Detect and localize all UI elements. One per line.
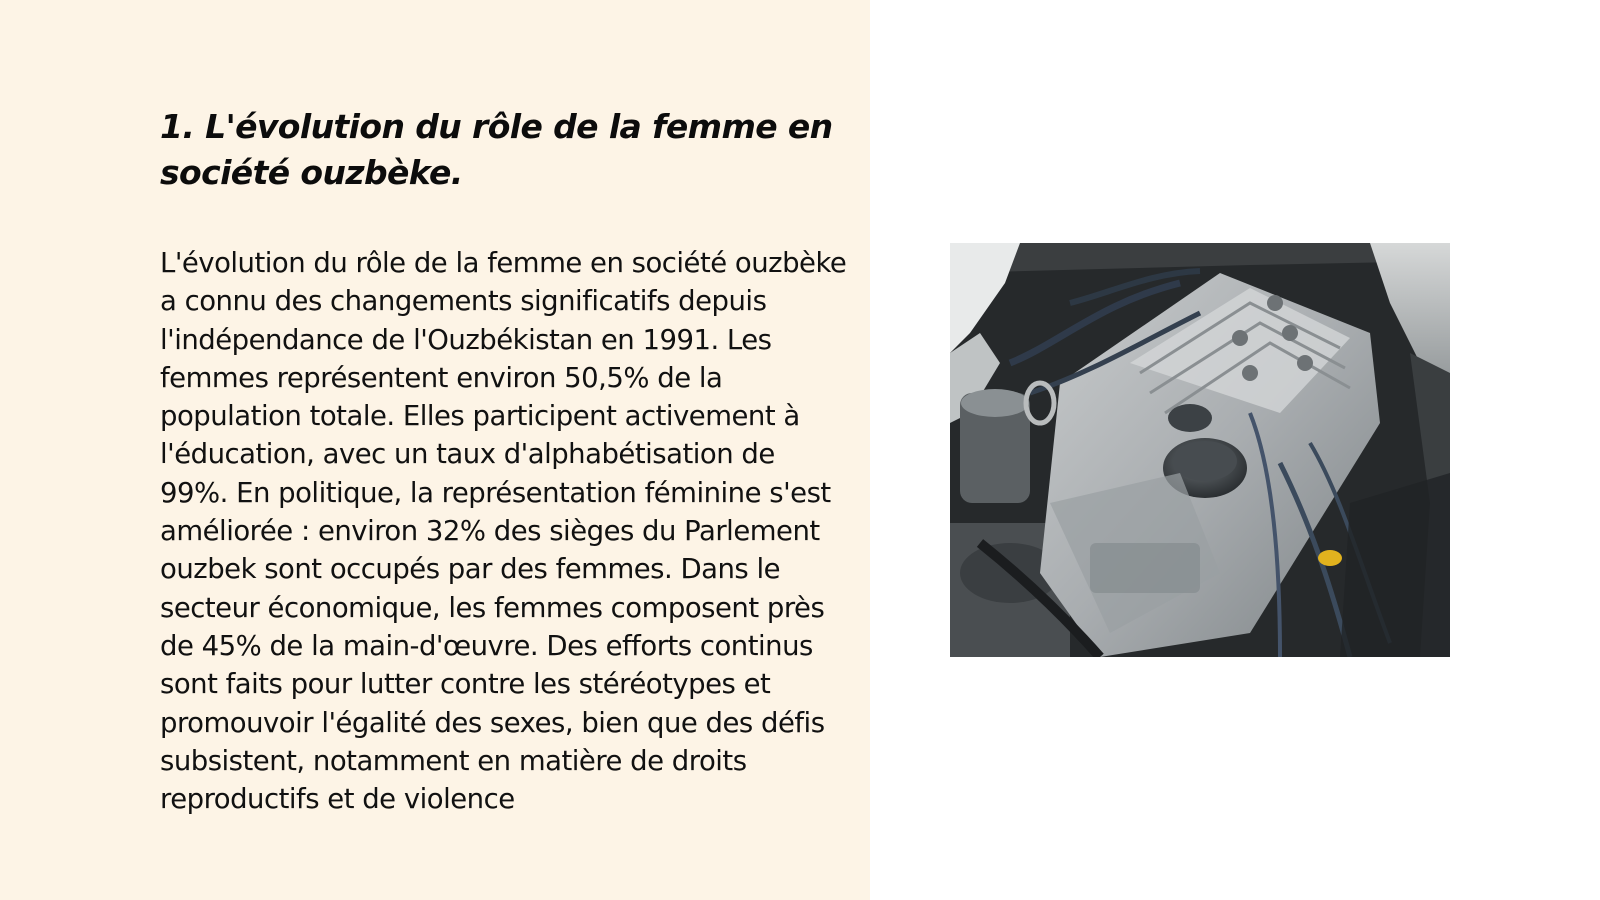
car-engine-photo (950, 243, 1450, 657)
slide-title: 1. L'évolution du rôle de la femme en société ouzbèke. (160, 107, 833, 192)
slide-body: L'évolution du rôle de la femme en société ouzbèke a connu des changements significatifs depuis l'indépendance de l'Ouzbékistan en 1991. Les femmes représentent environ 50,5% de la population totale. Elles participent activement à l'éducation, avec un taux d'alphabétisation de 99%. En politique, la représentation féminine s'est améliorée : environ 32% des sièges du Parlement ouzbek sont occupés par des femmes. Dans le secteur économique, les femmes composent près de 45% de la main-d'œuvre. Des efforts continus sont faits pour lutter contre les stéréotypes et promouvoir l'égalité des sexes, bien que des défis subsistent, notamment en matière de droits reproductifs et de violence (160, 247, 847, 816)
